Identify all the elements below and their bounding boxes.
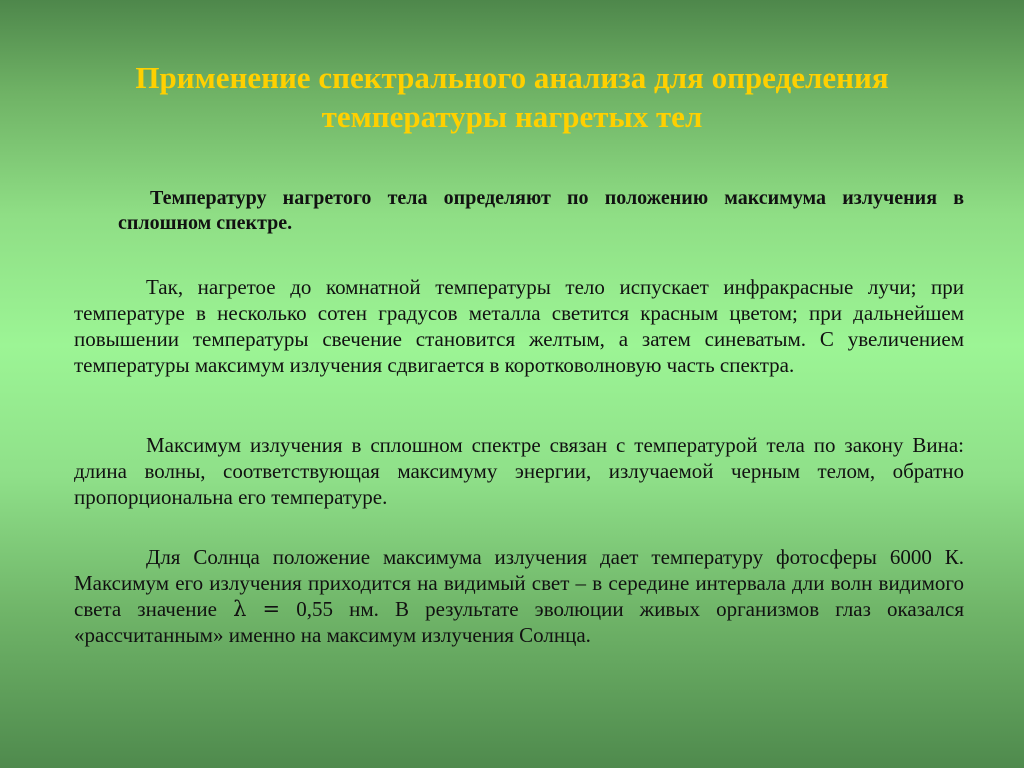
paragraph-sun-text-before: Для Солнца положение максимума излучения дает температуру фотосферы 6000 К. Максимум его излучения приходится на видимый свет – в середине интервала дли волн видимого света значение (74, 545, 964, 621)
paragraph-wien-law: Максимум излучения в сплошном спектре связан с температурой тела по закону Вина: длина волны, соответствующая максимуму энергии, излучаемой черным телом, обратно пропорциональна его температуре. (74, 433, 964, 509)
paragraph-sun (74, 544, 964, 648)
equals-sign: = (262, 597, 281, 621)
slide-title: Применение спектрального анализа для определения температуры нагретых тел (135, 60, 889, 134)
paragraph-sun-text-after: 0,55 нм. В результате эволюции живых организмов глаз оказался «рассчитанным» именно на максимум излучения Солнца. (74, 597, 964, 647)
lambda-symbol: λ (233, 597, 247, 621)
lead-paragraph: Температуру нагретого тела определяют по положению максимума излучения в сплошном спектре. (118, 187, 964, 234)
paragraph-colors: Так, нагретое до комнатной температуры тело испускает инфракрасные лучи; при температуре в несколько сотен градусов металла светится красным цветом; при дальнейшем повышении температуры свечение становится желтым, а затем синеватым. С увеличением температуры максимум излучения сдвигается в коротковолновую часть спектра. (74, 275, 964, 377)
